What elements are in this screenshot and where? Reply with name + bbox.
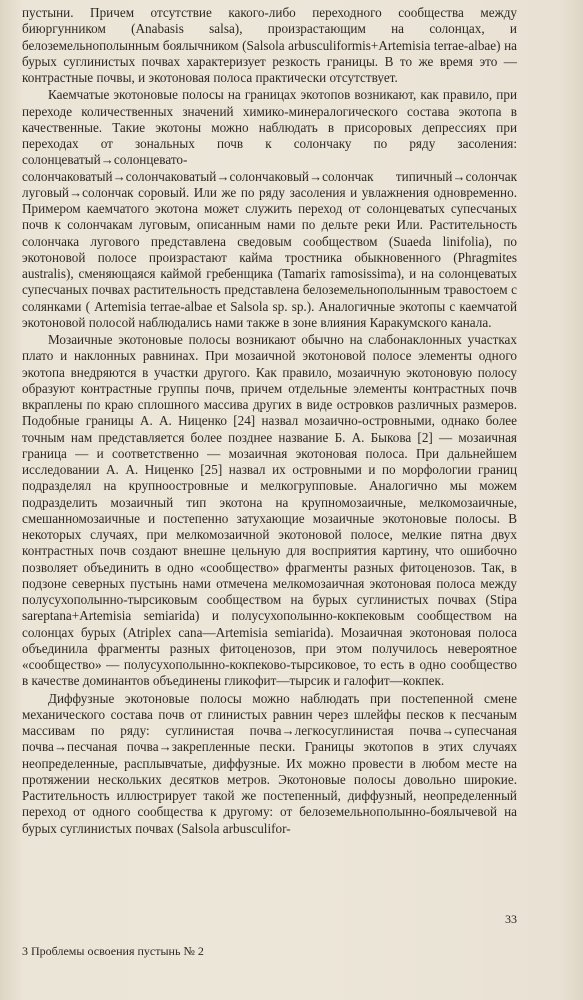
- body-text: [22, 5, 517, 837]
- paragraph-mosaic-ecotone: Мозаичные экотоновые полосы возникают обычно на слабонаклонных участках плато и наклонных равнинах. При мозаичной экотоновой полосе элементы одного экотопа внедряются в участки другого. Как правило, мозаичную экотоновую полосу образуют контрастные группы почв, причем отдельные элементы контрастных почв вкраплены по краю сплошного массива других в виде островков различных размеров. Подобные границы А. А. Ниценко [24] назвал мозаично-островными, однако более точным нам представляется более позднее название Б. А. Быкова [2] — мозаичная граница — и соответственно — мозаичная экотоновая полоса. При дальнейшем исследовании А. А. Ниценко [25] назвал их островными и по морфологии границ подразделял на крупноостровные и мелкогрупповые. Аналогично мы можем подразделить мозаичный тип экотона на крупномозаичные, мелкомозаичные, смешанномозаичные и постепенно затухающие мозаичные экотоновые полосы. В некоторых случаях, при мелкомозаичной экотоновой полосе, мелкие пятна двух контрастных почв создают внешне цельную для восприятия картину, что ошибочно позволяет объединить в одно «сообщество» фрагменты разных фитоценозов. Так, в подзоне северных пустынь нами отмечена мелкомозаичная экотоновая полоса между полусухополынно-тырсиковым сообществом на бурых суглинистых почвах (Stipa sareptana+Artemisia semiarida) и полусухополынно-кокпековым сообществом на солонцах бурых (Atriplex cana—Artemisia semiarida). Мозаичная экотоновая полоса объединила фрагменты разных фитоценозов, при этом получилось невероятное «сообщество» — полусухополынно-кокпеково-тырсиковое, то есть в одно сообщество в качестве доминантов объединены гликофит—тырсик и галофит—кокпек.: [22, 332, 517, 689]
- paragraph-diffuse-ecotone: Диффузные экотоновые полосы можно наблюдать при постепенной смене механического состава почв от глинистых равнин через шлейфы песков к песчаным массивам по ряду: суглинистая почва→легкосуглинистая почва→супесчаная почва→песчаная почва→закрепленные пески. Границы экотопов в этих случаях неопределенные, расплывчатые, диффузные. Их можно провести в любом месте на протяжении нескольких десятков метров. Экотоновые полосы довольно широкие. Растительность иллюстрирует такой же постепенный, диффузный, неопределенный переход от одного сообщества к другому: от белоземельнополынно-боялычевой на бурых суглинистых почвах (Salsola arbusculifor-: [22, 690, 517, 836]
- paragraph-continuation: пустыни. Причем отсутствие какого-либо переходного сообщества между биюргунником (Anabasis salsa), произрастающим на солонцах, и белоземельнополынным боялычником (Salsola arbusculiformis+Artemisia terrae-albae) на бурых суглинистых почвах характеризует резкость границы. В то же время это — контрастные почвы, и экотоновая полоса практически отсутствует.: [22, 5, 517, 85]
- paragraph-fringe-ecotone: Каемчатые экотоновые полосы на границах экотопов возникают, как правило, при переходе количественных значений химико-минералогического состава экотопа в качественные. Такие экотоны можно наблюдать в присоровых депрессиях при переходах от зональных почв к солончаку по ряду засоления: солонцеватый→солонцевато-солончаковатый→солончаковатый→солончаковый→солончак типичный→солончак луговый→солончак соровый. Или же по ряду засоления и увлажнения одновременно. Примером каемчатого экотона может служить переход от солонцеватых супесчаных почв к солончакам луговым, описанным нами по дельте реки Или. Растительность солончака лугового представлена сведовым сообществом (Suaeda linifolia), по экотоновой полосе произрастают каймa тростника обыкновенного (Phragmites australis), сменяющаяся каймой гребенщика (Tamarix ramosissima), и на солонцеватых супесчаных почвах растительность представлена белоземельнополынным травостоем с солянками ( Artemisia terrae-albae et Salsola sp. sp.). Аналогичные экотопы с каемчатой экотоновой полосой наблюдались нами также в зоне влияния Каракумского канала.: [22, 87, 517, 330]
- printer-signature: 3 Проблемы освоения пустынь № 2: [22, 944, 204, 958]
- page-number: 33: [505, 912, 517, 926]
